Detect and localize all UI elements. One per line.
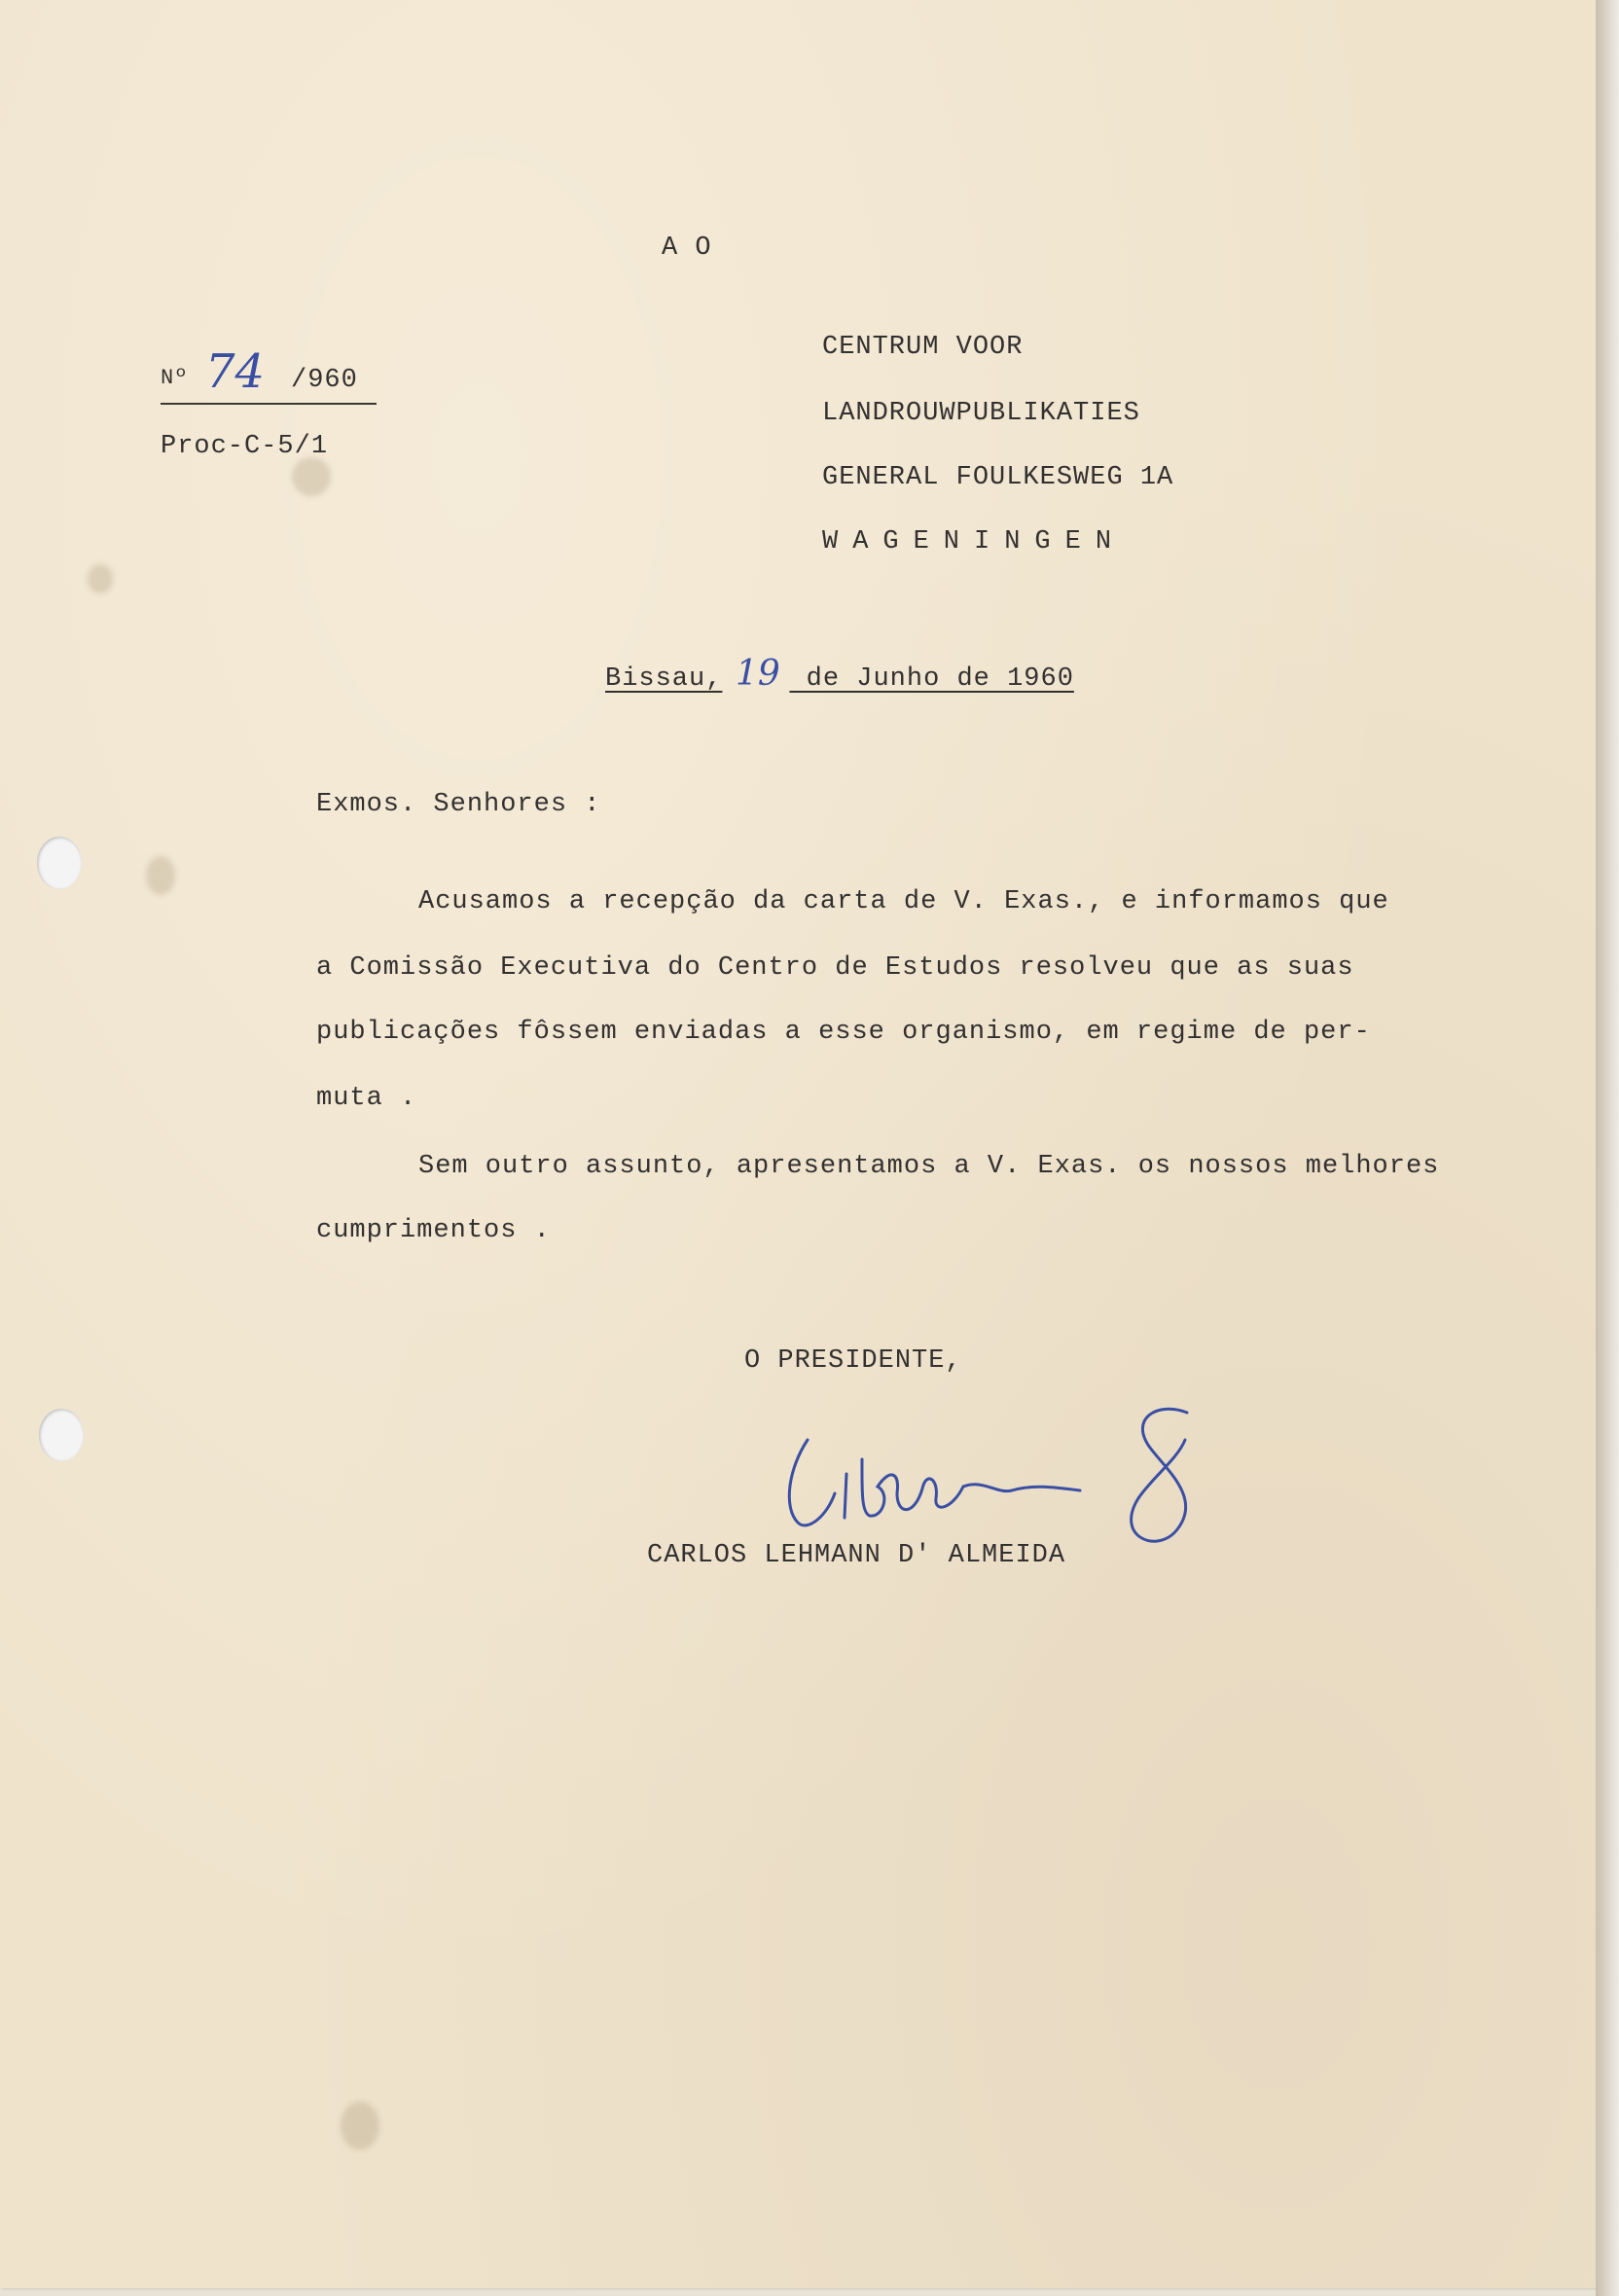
signature xyxy=(769,1401,1216,1557)
letter-date xyxy=(605,654,1074,694)
body-line-4: muta . xyxy=(316,1084,417,1113)
body-line-5: Sem outro assunto, apresentamos a V. Exas. os nossos melhores xyxy=(418,1152,1440,1181)
recipient-city: WAGENINGEN xyxy=(822,527,1127,556)
addressee-prefix: A O xyxy=(662,233,712,263)
salutation: Exmos. Senhores : xyxy=(316,790,601,819)
date-rest: de Junho de 1960 xyxy=(789,664,1074,694)
process-number: Proc-C-5/1 xyxy=(161,432,329,461)
recipient-line-3: GENERAL FOULKESWEG 1A xyxy=(822,463,1174,492)
reference-number xyxy=(161,344,377,405)
paper-stain xyxy=(146,856,175,895)
page-edge xyxy=(1596,0,1619,2296)
closing-title: O PRESIDENTE, xyxy=(744,1346,962,1376)
recipient-line-1: CENTRUM VOOR xyxy=(822,333,1024,362)
date-place: Bissau, xyxy=(605,664,723,694)
paper-stain xyxy=(292,457,331,496)
body-line-2: a Comissão Executiva do Centro de Estudos resolveu que as suas xyxy=(316,953,1354,983)
date-day-handwritten: 19 xyxy=(736,654,780,694)
body-line-1: Acusamos a recepção da carta de V. Exas., e informamos que xyxy=(418,887,1389,916)
reference-prefix: Nº xyxy=(161,366,189,390)
recipient-line-2: LANDROUWPUBLIKATIES xyxy=(822,399,1140,428)
punch-hole-top xyxy=(37,837,82,889)
body-line-3: publicações fôssem enviadas a esse organismo, em regime de per- xyxy=(316,1018,1371,1047)
paper-stain xyxy=(341,2101,379,2150)
reference-handwritten-number: 74 xyxy=(205,344,266,399)
punch-hole-bottom xyxy=(39,1409,84,1461)
reference-year: /960 xyxy=(291,366,358,395)
paper-stain xyxy=(88,564,113,593)
signatory-name: CARLOS LEHMANN D' ALMEIDA xyxy=(647,1541,1066,1570)
body-line-6: cumprimentos . xyxy=(316,1216,551,1245)
